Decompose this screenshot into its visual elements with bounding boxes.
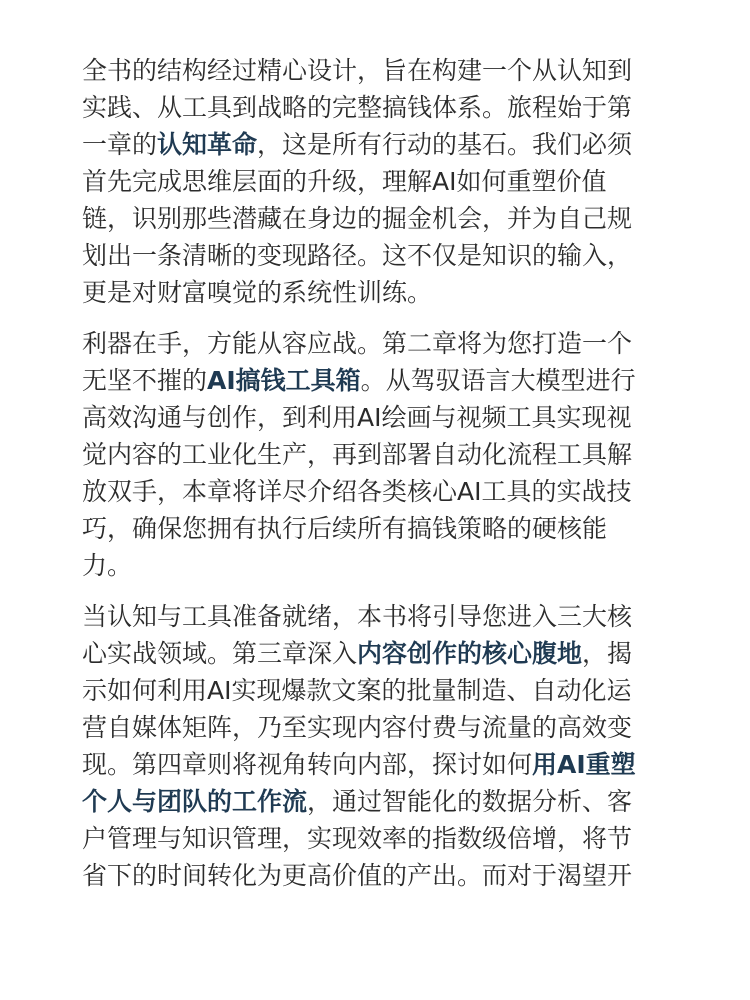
text-line <box>82 200 672 237</box>
body-text: 当认知与工具准备就绪，本书将引导您进入三大核 <box>82 602 633 631</box>
article-body <box>82 52 672 908</box>
paragraph <box>82 325 672 584</box>
highlight-text: 认知革命 <box>157 130 258 159</box>
text-line <box>82 598 672 635</box>
text-line <box>82 52 672 89</box>
body-text: 现。第四章则将视角转向内部，探讨如何 <box>82 750 533 779</box>
text-line <box>82 473 672 510</box>
body-text: 划出一条清晰的变现路径。这不仅是知识的输入， <box>82 241 633 270</box>
text-line <box>82 274 672 311</box>
text-line <box>82 820 672 857</box>
body-text: ，这是所有行动的基石。我们必须 <box>257 130 633 159</box>
text-line <box>82 635 672 672</box>
body-text: 力。 <box>82 551 133 580</box>
text-line <box>82 746 672 783</box>
body-text: 高效沟通与创作，到利用AI绘画与视频工具实现视 <box>82 403 632 432</box>
text-line <box>82 325 672 362</box>
highlight-text: 个人与团队的工作流 <box>82 787 308 816</box>
highlight-text: 用AI重塑 <box>532 750 636 779</box>
body-text: 示如何利用AI实现爆款文案的批量制造、自动化运 <box>82 676 632 705</box>
text-line <box>82 399 672 436</box>
text-line <box>82 709 672 746</box>
text-line <box>82 672 672 709</box>
highlight-text: AI搞钱工具箱 <box>207 366 361 395</box>
body-text: 放双手，本章将详尽介绍各类核心AI工具的实战技 <box>82 477 632 506</box>
body-text: 巧，确保您拥有执行后续所有搞钱策略的硬核能 <box>82 514 608 543</box>
body-text: ，揭 <box>582 639 633 668</box>
highlight-text: 内容创作的核心腹地 <box>357 639 583 668</box>
body-text: 营自媒体矩阵，乃至实现内容付费与流量的高效变 <box>82 713 633 742</box>
body-text: 无坚不摧的 <box>82 366 208 395</box>
text-line <box>82 126 672 163</box>
body-text: 实践、从工具到战略的完整搞钱体系。旅程始于第 <box>82 93 633 122</box>
body-text: 利器在手，方能从容应战。第二章将为您打造一个 <box>82 329 633 358</box>
text-line <box>82 89 672 126</box>
body-text: 觉内容的工业化生产，再到部署自动化流程工具解 <box>82 440 633 469</box>
body-text: 心实战领域。第三章深入 <box>82 639 358 668</box>
body-text: 全书的结构经过精心设计，旨在构建一个从认知到 <box>82 56 633 85</box>
body-text: 户管理与知识管理，实现效率的指数级倍增，将节 <box>82 824 633 853</box>
body-text: 一章的 <box>82 130 158 159</box>
text-line <box>82 510 672 547</box>
text-line <box>82 237 672 274</box>
text-line <box>82 362 672 399</box>
text-line <box>82 436 672 473</box>
body-text: 。从驾驭语言大模型进行 <box>360 366 636 395</box>
body-text: 省下的时间转化为更高价值的产出。而对于渴望开 <box>82 861 633 890</box>
text-line <box>82 783 672 820</box>
body-text: ，通过智能化的数据分析、客 <box>307 787 633 816</box>
text-line <box>82 163 672 200</box>
paragraph <box>82 598 672 894</box>
text-line <box>82 857 672 894</box>
body-text: 链，识别那些潜藏在身边的掘金机会，并为自己规 <box>82 204 633 233</box>
body-text: 更是对财富嗅觉的系统性训练。 <box>82 278 433 307</box>
paragraph <box>82 52 672 311</box>
body-text: 首先完成思维层面的升级，理解AI如何重塑价值 <box>82 167 607 196</box>
text-line <box>82 547 672 584</box>
